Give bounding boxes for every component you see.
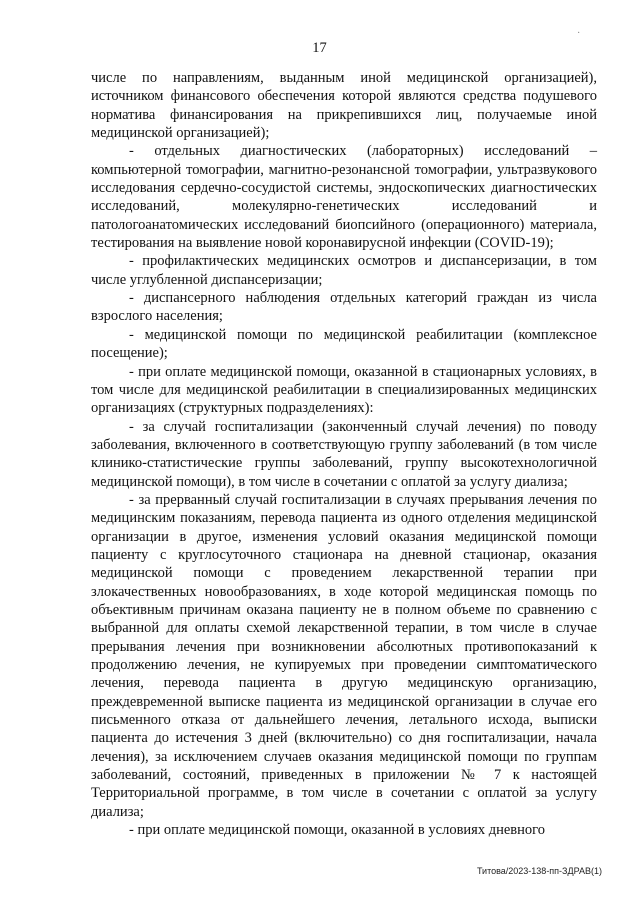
document-body (91, 69, 597, 839)
page-number: 17 (312, 40, 327, 56)
paragraph-6: - при оплате медицинской помощи, оказанной в стационарных условиях, в том числе для медицинской реабилитации в специализированных медицинских организациях (структурных подразделениях): (91, 363, 597, 417)
paragraph-7: - за случай госпитализации (законченный случай лечения) по поводу заболевания, включенного в соответствующую группу заболеваний (в том числе клинико-статистические группы заболеваний, группу высокотехнологичной медицинской помощи), в том числе в сочетании с оплатой за услугу диализа; (91, 418, 597, 490)
corner-mark: · (577, 28, 581, 39)
footer-document-id: Титова/2023-138-пп-ЗДРАВ(1) (476, 866, 602, 876)
paragraph-8: - за прерванный случай госпитализации в случаях прерывания лечения по медицинским показаниям, перевода пациента из одного отделения медицинской организации в другое, изменения условий оказания медицинской помощи пациенту с круглосуточного стационара на дневной стационар, оказания медицинской помощи с проведением лекарственной терапии при злокачественных новообразованиях, в ходе которой медицинская помощь по объективным причинам оказана пациенту не в полном объеме по сравнению с выбранной для оплаты схемой лекарственной терапии, в том числе в случае прерывания лечения при возникновении абсолютных противопоказаний к продолжению лечения, не купируемых при проведении симптоматического лечения, перевода пациента в другую медицинскую организацию, преждевременной выписке пациента из медицинской организации в случае его письменного отказа от дальнейшего лечения, летального исхода, выписки пациента до истечения 3 дней (включительно) со дня госпитализации, начала лечения), за исключением случаев оказания медицинской помощи по группам заболеваний, состояний, приведенных в приложении № 7 к настоящей Территориальной программе, в том числе в сочетании с оплатой за услугу диализа; (91, 491, 597, 820)
paragraph-3: - профилактических медицинских осмотров и диспансеризации, в том числе углубленной диспансеризации; (91, 253, 597, 288)
paragraph-9: - при оплате медицинской помощи, оказанной в условиях дневного (129, 822, 545, 839)
paragraph-5: - медицинской помощи по медицинской реабилитации (комплексное посещение); (91, 326, 597, 362)
paragraph-1: числе по направлениям, выданным иной медицинской организацией), источником финансового обеспечения которой являются средства подушевого норматива финансирования на прикрепившихся лиц, получаемые иной медицинской организацией); (91, 70, 597, 142)
paragraph-2: - отдельных диагностических (лабораторных) исследований – компьютерной томографии, магнитно-резонансной томографии, ультразвукового исследования сердечно-сосудистой системы, эндоскопических диагностических исследований, молекулярно-генетических исследований и патологоанатомических исследований биопсийного (операционного) материала, тестирования на выявление новой коронавирусной инфекции (COVID-19); (91, 143, 597, 252)
paragraph-4: - диспансерного наблюдения отдельных категорий граждан из числа взрослого населения; (91, 290, 597, 325)
